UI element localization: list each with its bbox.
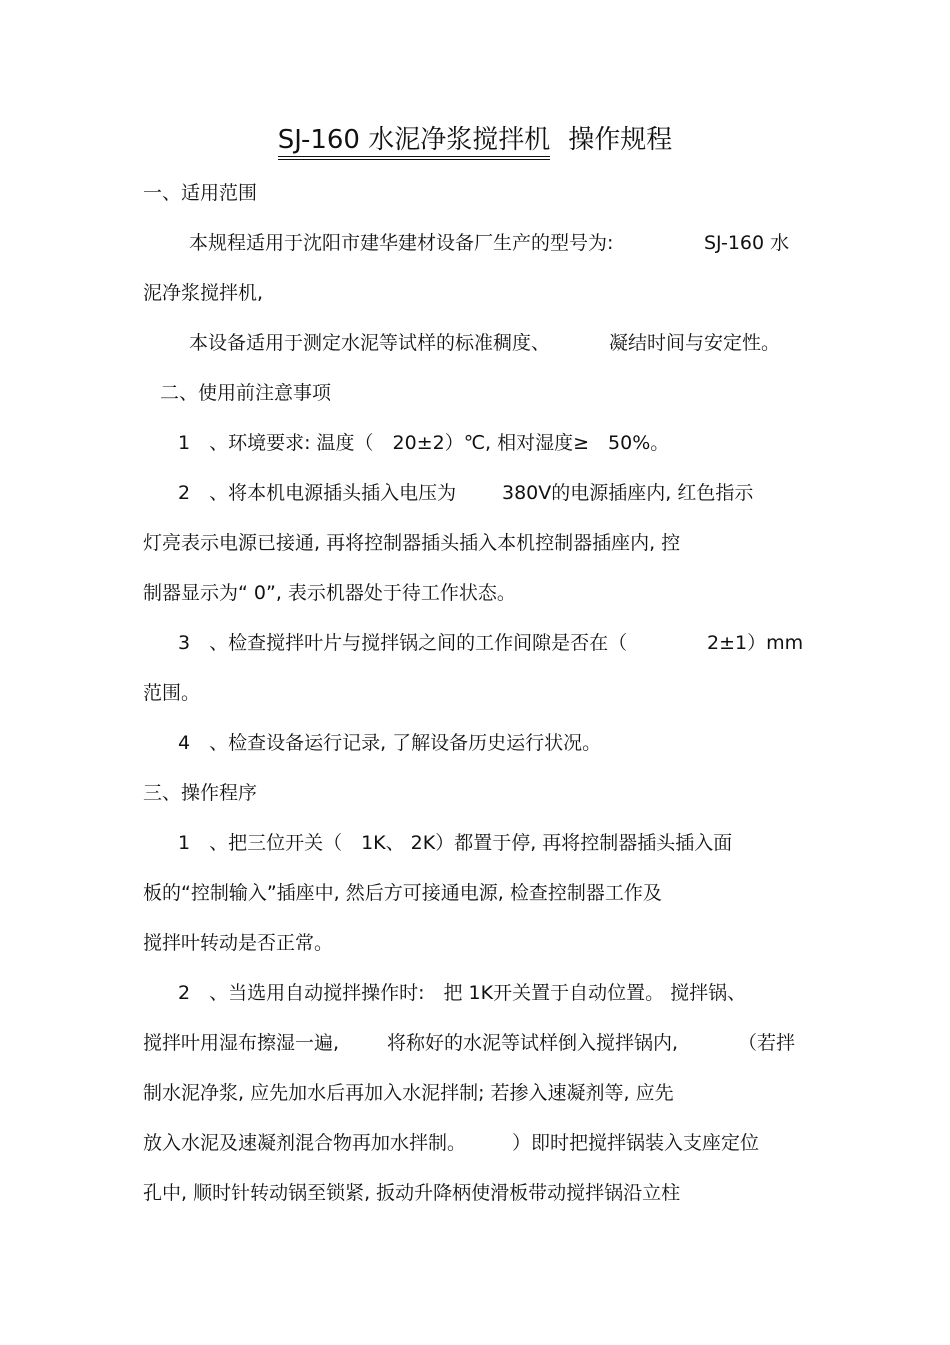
paragraph-line: 制水泥净浆, 应先加水后再加入水泥拌制; 若掺入速凝剂等, 应先 xyxy=(143,1082,674,1104)
title-suffix: 操作规程 xyxy=(568,125,673,155)
paragraph-line: 将称好的水泥等试样倒入搅拌锅内, xyxy=(387,1032,679,1054)
section-heading-precautions: 二、使用前注意事项 xyxy=(160,382,332,404)
paragraph-line: 泥净浆搅拌机, xyxy=(143,282,264,304)
list-item: 1 、环境要求: 温度（ 20±2）℃, 相对湿度≥ 50%。 xyxy=(178,432,670,454)
paragraph-line: 板的“控制输入”插座中, 然后方可接通电源, 检查控制器工作及 xyxy=(143,882,662,904)
list-item-continued: 2±1）mm xyxy=(707,632,804,654)
document-title xyxy=(0,122,950,160)
paragraph-line-model: SJ-160 水 xyxy=(704,232,790,254)
list-item: 2 、当选用自动搅拌操作时: 把 1K开关置于自动位置。 搅拌锅、 xyxy=(178,982,747,1004)
paragraph-line: （若拌 xyxy=(738,1032,796,1054)
section-heading-procedure: 三、操作程序 xyxy=(143,782,258,804)
title-main: SJ-160 水泥净浆搅拌机 xyxy=(278,125,551,160)
section-heading-scope: 一、适用范围 xyxy=(143,182,258,204)
paragraph-line: 凝结时间与安定性。 xyxy=(609,332,781,354)
paragraph-line: 放入水泥及速凝剂混合物再加水拌制。 xyxy=(143,1132,467,1154)
paragraph-line: 搅拌叶用湿布擦湿一遍, xyxy=(143,1032,340,1054)
list-item-continued: 380V的电源插座内, 红色指示 xyxy=(502,482,754,504)
list-item: 4 、检查设备运行记录, 了解设备历史运行状况。 xyxy=(178,732,602,754)
paragraph-line: 制器显示为“ 0”, 表示机器处于待工作状态。 xyxy=(143,582,516,604)
paragraph-line: 本规程适用于沈阳市建华建材设备厂生产的型号为: xyxy=(189,232,614,254)
paragraph-line: 灯亮表示电源已接通, 再将控制器插头插入本机控制器插座内, 控 xyxy=(143,532,681,554)
paragraph-line: 搅拌叶转动是否正常。 xyxy=(143,932,334,954)
paragraph-line: 范围。 xyxy=(143,682,201,704)
list-item: 1 、把三位开关（ 1K、 2K）都置于停, 再将控制器插头插入面 xyxy=(178,832,733,854)
paragraph-line: ）即时把搅拌锅装入支座定位 xyxy=(512,1132,760,1154)
paragraph-line: 孔中, 顺时针转动锅至锁紧, 扳动升降柄使滑板带动搅拌锅沿立柱 xyxy=(143,1182,681,1204)
list-item: 2 、将本机电源插头插入电压为 xyxy=(178,482,457,504)
list-item: 3 、检查搅拌叶片与搅拌锅之间的工作间隙是否在（ xyxy=(178,632,628,654)
paragraph-line: 本设备适用于测定水泥等试样的标准稠度、 xyxy=(189,332,551,354)
